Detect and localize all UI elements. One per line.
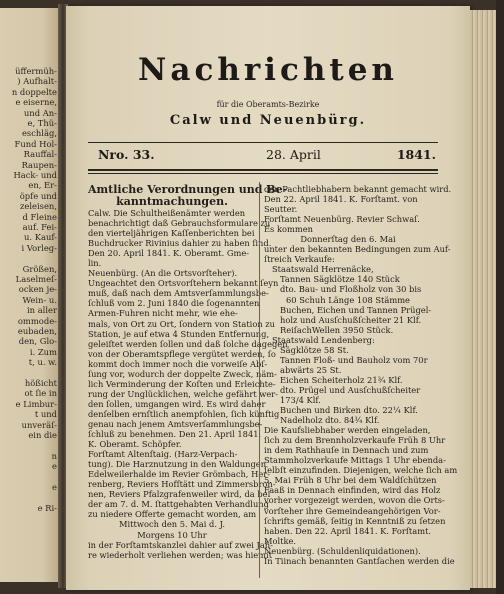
left-page-line: eschläg, [21,128,57,139]
right-column-line: Seutter. [264,204,298,215]
left-column-line: rung der Unglücklichen, welche gefährt wer- [88,388,279,399]
masthead-subtitle: für die Oberamts-Bezirke [216,100,320,109]
left-page-line: auf. Fei- [22,222,57,232]
left-page-line: i. Zum [29,346,57,357]
left-column-line: lin. [88,258,102,269]
left-page-line: n doppelte [11,86,57,97]
right-column-line: Neuenbürg. (Schuldenliquidationen). [264,545,421,556]
right-column-line: Staatswald Lendenberg: [272,334,375,345]
right-column-line: haben. Den 22. April 1841. K. Forſtamt. [264,525,432,536]
left-page-line: en, Er- [28,180,57,191]
left-page-line: ommode- [17,315,57,326]
right-column-line: 60 Schuh Länge 108 Stämme [286,294,410,305]
right-column-line: Tannen Floß- und Bauholz vom 70r [280,354,428,365]
left-page-line: eubaden, [17,326,57,336]
left-page-line: e, Thü- [27,118,57,128]
left-page-line: t, u. w. [28,357,57,368]
left-page-line: e eiserne, [15,97,57,108]
left-column-line: Neuenbürg. (An die Ortsvorſteher). [88,268,238,279]
left-column-line: ſchluß vom 2. Juni 1840 die ſogenannten [88,298,260,309]
left-page-line: e Ri- [37,502,57,513]
left-column-line: K. Oberamt. Schöpfer. [88,439,182,450]
right-column-line: vorher vorgezeigt werden, wovon die Orts- [264,495,445,506]
right-column-line: Tannen Sägklötze 140 Stück [280,274,400,285]
issue-date: 28. April [266,147,321,162]
left-column-line: tung). Die Harznutzung in den Waldungen [88,459,267,470]
right-column [264,184,458,584]
right-column-line: ReiſachWellen 3950 Stück. [280,324,394,335]
right-column-line: dto. Prügel und Ausſchußſcheiter [280,384,421,395]
left-page-line: e Limbur- [15,398,57,409]
left-column-line: von der Oberamtspflege vergütet werden, ſo [88,348,276,359]
left-column-line: Calw. Die Schultheißenämter werden [88,208,246,218]
right-column-line: Den 22. April 1841. K. Forſtamt. von [264,194,418,205]
masthead-towns: Calw und Neuenbürg. [169,113,367,128]
left-column-line: Den 20. April 1841. K. Oberamt. Gme- [88,248,250,259]
left-column-line: genau nach jenem Amtsverſammlungsbe- [88,418,263,429]
left-column-line: renberg, Reviers Hofſtätt und Zimmersbron- [88,479,276,490]
left-page-line: den, Glo- [18,336,57,347]
right-column-line: den Pachtliebhabern bekannt gemacht wird. [264,184,452,194]
header-rule-bottom [88,169,438,171]
left-page-line: zeleisen, [20,201,57,212]
right-column-line: Moltke. [264,535,297,546]
left-column-line: lich Verminderung der Koſten und Erleichte- [88,378,276,389]
left-page-line: n [51,450,57,461]
left-page-line: i Vorleg- [21,242,57,253]
left-page-line: t und [34,409,57,420]
right-column-line: vorſteher ihre Gemeindeangehörigen Vor- [264,505,441,516]
left-page-line: ocken je- [18,284,57,295]
left-page-line: e [52,461,57,472]
left-column-line: nen, Reviers Pfalzgrafenweiler wird, da bei [88,489,271,500]
right-column-line: Es kommen [264,224,313,235]
left-page-line: hößicht [24,378,57,388]
left-column-line: ſung vor, wodurch der doppelte Zweck, näm- [88,368,277,379]
issue-number: Nro. 33. [98,147,155,162]
left-column-line: re wiederholt verliehen werden; was hiemit [88,549,273,560]
left-page-line: Fund Hol- [14,138,57,149]
left-column-line: geleiſtet werden ſollen und daß ſolche dagegen [88,338,288,349]
header-rule-thin [88,173,438,174]
left-page-line: u. Kauf- [24,232,57,243]
left-column-line: denſelben ernſtlich anempfohlen, ſich künftig [88,408,280,419]
left-column-line: Ungeachtet den Ortsvorſtehern bekannt ſeyn [88,278,279,289]
left-column-line: den vierteljährigen Kaſſenberichten bei [88,228,255,239]
right-column-line: Donnerſtag den 6. Mai [300,234,396,245]
left-column-line: Mittwoch den 5. Mai d. J. [119,519,225,530]
left-column-line: in der Forſtamtskanzlei dahier auf zwei Jah- [88,539,273,550]
edge-shadow [496,0,504,594]
left-column-line: Edelweilerhalde im Revier Grömbach, Her- [88,469,270,480]
left-column-line: benachrichtigt daß Gebrauchsformulare zu [88,218,271,229]
left-column-line: zu niedere Offerte gemacht worden, am [88,509,257,520]
right-column-line: Forſtamt Neuenbürg. Revier Schwaſ. [264,214,420,225]
left-page-line: Rauffal- [23,149,57,160]
issue-year: 1841. [396,147,436,162]
left-page-line: ot ſie in [24,388,57,399]
left-page-line: Hack- und [13,170,57,180]
left-page-line: und An- [23,107,57,118]
right-column-line: dto. Bau- und Floßholz von 30 bis [280,284,422,295]
right-column-line: Sägklötze 58 St. [280,344,349,355]
right-column-line: 173/4 Klf. [280,394,321,405]
left-page-line: e [52,482,57,492]
left-column-line: Buchdrucker Rivinius dahier zu haben ſind. [88,238,272,249]
right-column-line: abwärts 25 St. [280,364,342,375]
right-column-line: unter den bekannten Bedingungen zum Auf- [264,244,451,255]
left-page-line: in aller [26,305,57,316]
left-column-line: der am 7. d. M. ſtattgehabten Verhandlung [88,499,269,510]
right-column-line: Buchen und Birken dto. 22¼ Klf. [280,405,418,416]
left-page-line: unveräſ- [21,419,57,430]
left-page-line: Laselmeſ- [15,274,57,284]
left-column-line: Forſtamt Altenſtaig. (Harz-Verpach- [88,449,238,460]
left-page-line: öpfe und [19,190,57,201]
left-column-line: kommt doch immer noch die vorweiſe Abſ- [88,358,268,369]
left-column-line: Station, je auf etwa 4 Stunden Entfernung, [88,328,270,339]
right-column-line: Buchen, Eichen und Tannen Prügel- [280,304,432,315]
left-column-line: Morgens 10 Uhr [137,529,207,540]
right-column-line: 5. Mai Früh 8 Uhr bei dem Waldſchützen [264,475,437,486]
left-page-line: üffermüh- [15,66,57,76]
right-column-line: Stammholzverkaufe Mittags 1 Uhr ebenda- [264,455,446,466]
right-column-line: Die Kaufsliebhaber werden eingeladen, [264,425,431,436]
left-facing-page [0,8,60,582]
right-column-line: ſelbſt einzufinden. Diejenigen, welche ſich am [264,465,458,476]
header-rule-top [88,142,438,143]
right-column-line: ſchrifts gemäß, ſeitig in Kenntniß zu ſetzen [264,515,446,526]
right-column-line: Faaß in Dennach einfinden, wird das Holz [264,485,441,496]
left-column-line: den ſollen, umgangen wird. Es wird daher [88,398,266,409]
right-column-line: Eichen Scheiterholz 21¾ Klf. [280,374,403,385]
left-page-line: ) Aufhalt- [17,76,57,87]
right-column-line: Nadelholz dto. 84¾ Klf. [280,415,380,426]
right-column-line: ſtreich Verkaufe: [264,254,335,265]
left-page-line: ein die [28,430,57,440]
left-column-line: muß, daß nach dem Amtsverſammlungsbe- [88,288,269,299]
left-column-line: Armen-Fuhren nicht mehr, wie ehe- [88,308,238,319]
column-divider [259,182,260,578]
issue-line [88,147,438,165]
left-page-line: Wein- u. [22,294,57,305]
left-column-line: ſchluß zu benehmen. Den 21. April 1841. [88,429,262,440]
left-page-line: Größen, [22,263,57,274]
right-column-line: ſich zu dem Brennholzverkaufe Früh 8 Uhr [264,435,446,446]
masthead-title: Nachrichten [138,52,398,88]
right-column-line: in dem Rathhauſe in Dennach und zum [264,445,429,456]
left-column-line: kanntmachungen. [116,195,228,208]
newspaper-page [66,6,470,590]
right-column-line: holz und Ausſchußſcheiter 21 Klf. [280,314,422,325]
left-column-line: mals, von Ort zu Ort, ſondern von Station zu [88,318,276,329]
right-column-line: In Tiinach benannten Gantſachen werden die [264,555,455,566]
right-column-line: Staatswald Herrenäcke, [272,264,374,275]
left-page-line: Raupen- [21,159,57,170]
left-page-line: d Fleine [22,211,57,222]
left-column-line: Amtliche Verordnungen und Be- [88,183,288,196]
